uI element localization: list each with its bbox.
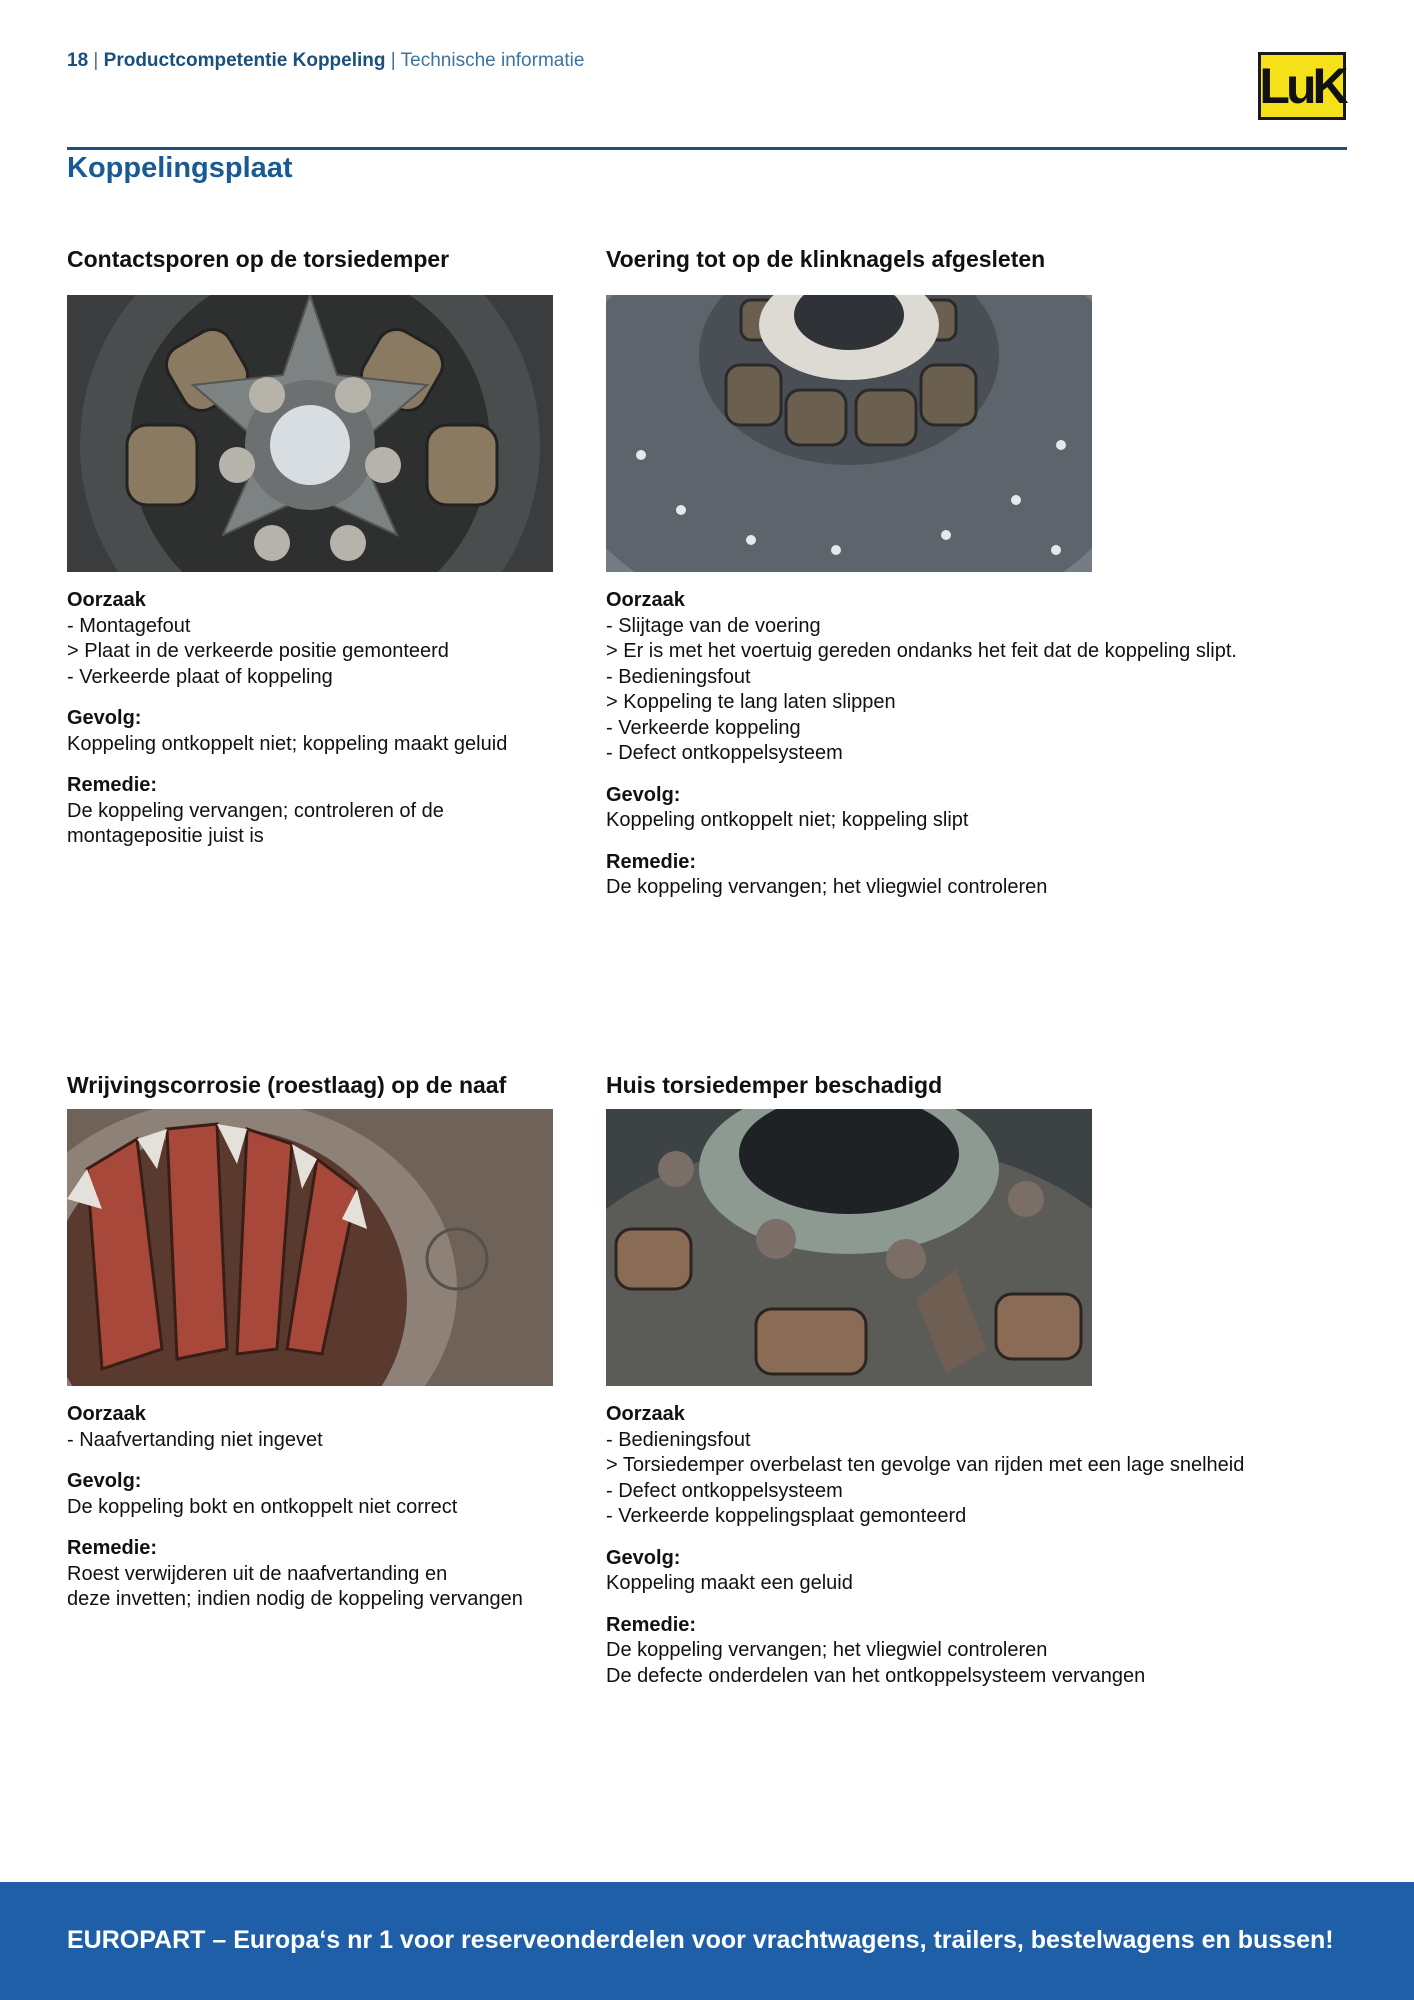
remedy-label: Remedie: (67, 774, 158, 796)
cause-line: - Verkeerde koppeling (606, 716, 801, 739)
cause-block (606, 1402, 1286, 1530)
effect-line: Koppeling ontkoppelt niet; koppeling maakt geluid (67, 732, 508, 755)
remedy-block (606, 1613, 1286, 1690)
header-separator: | (385, 50, 401, 71)
photo-hub-fretting-corrosion (67, 1109, 553, 1386)
remedy-label: Remedie: (606, 1613, 697, 1636)
cause-label: Oorzaak (606, 589, 685, 611)
cause-line: - Bedieningsfout (606, 1428, 751, 1451)
effect-label: Gevolg: (606, 1546, 681, 1569)
remedy-line: De defecte onderdelen van het ontkoppelsysteem vervangen (606, 1664, 1146, 1687)
cause-line: - Naafvertanding niet ingevet (67, 1428, 323, 1451)
remedy-line: montagepositie juist is (67, 825, 264, 847)
logo-text: LuK (1259, 58, 1345, 114)
remedy-block (606, 850, 1286, 901)
card-title: Voering tot op de klinknagels afgesleten (606, 246, 1046, 272)
footer-banner (0, 1882, 1414, 2000)
remedy-label: Remedie: (606, 850, 697, 873)
card-title: Huis torsiedemper beschadigd (606, 1072, 943, 1098)
problem-card (606, 246, 1286, 901)
footer-slogan: EUROPART – Europa‘s nr 1 voor reserveonderdelen voor vrachtwagens, trailers, bestelwagens en bussen! (67, 1926, 1334, 1954)
effect-line: De koppeling bokt en ontkoppelt niet correct (67, 1495, 458, 1518)
cause-label: Oorzaak (67, 589, 146, 611)
cause-line: > Er is met het voertuig gereden ondanks het feit dat de koppeling slipt. (606, 640, 1237, 662)
header-divider (67, 147, 1347, 150)
effect-line: Koppeling maakt een geluid (606, 1572, 853, 1594)
remedy-line: Roest verwijderen uit de naafvertanding en (67, 1562, 448, 1585)
cause-line: - Verkeerde plaat of koppeling (67, 665, 333, 688)
cause-line: > Torsiedemper overbelast ten gevolge van rijden met een lage snelheid (606, 1454, 1245, 1476)
cause-line: > Koppeling te lang laten slippen (606, 691, 896, 713)
page-header (67, 50, 584, 72)
cause-line: - Defect ontkoppelsysteem (606, 742, 843, 764)
cause-line: - Verkeerde koppelingsplaat gemonteerd (606, 1505, 967, 1527)
photo-worn-lining-rivets (606, 295, 1092, 572)
effect-label: Gevolg: (67, 707, 142, 729)
effect-block (606, 1546, 1286, 1597)
cause-line: - Montagefout (67, 614, 191, 637)
effect-block (606, 783, 1286, 834)
photo-torsion-damper-contact-marks (67, 295, 553, 572)
remedy-line: De koppeling vervangen; het vliegwiel controleren (606, 1639, 1048, 1661)
cause-line: - Slijtage van de voering (606, 614, 821, 637)
card-title: Wrijvingscorrosie (roestlaag) op de naaf (67, 1072, 507, 1098)
remedy-line: De koppeling vervangen; het vliegwiel controleren (606, 876, 1048, 898)
cause-line: - Defect ontkoppelsysteem (606, 1479, 843, 1502)
cause-block (606, 588, 1286, 767)
header-subsection: Technische informatie (400, 50, 585, 71)
remedy-label: Remedie: (67, 1537, 158, 1559)
luk-logo (1258, 52, 1346, 120)
effect-label: Gevolg: (67, 1470, 142, 1492)
header-separator: | (88, 50, 104, 71)
cause-line: > Plaat in de verkeerde positie gemonteerd (67, 640, 449, 662)
problem-card (606, 1072, 1286, 1689)
page-number: 18 (67, 50, 89, 71)
card-title: Contactsporen op de torsiedemper (67, 246, 450, 272)
header-section: Productcompetentie Koppeling (103, 50, 386, 71)
photo-damaged-damper-housing (606, 1109, 1092, 1386)
remedy-line: deze invetten; indien nodig de koppeling vervangen (67, 1588, 523, 1610)
cause-label: Oorzaak (606, 1403, 685, 1425)
cause-label: Oorzaak (67, 1403, 146, 1425)
effect-label: Gevolg: (606, 783, 681, 806)
cause-line: - Bedieningsfout (606, 665, 751, 688)
effect-line: Koppeling ontkoppelt niet; koppeling slipt (606, 809, 969, 831)
page-title: Koppelingsplaat (67, 152, 293, 184)
remedy-line: De koppeling vervangen; controleren of de (67, 799, 444, 822)
